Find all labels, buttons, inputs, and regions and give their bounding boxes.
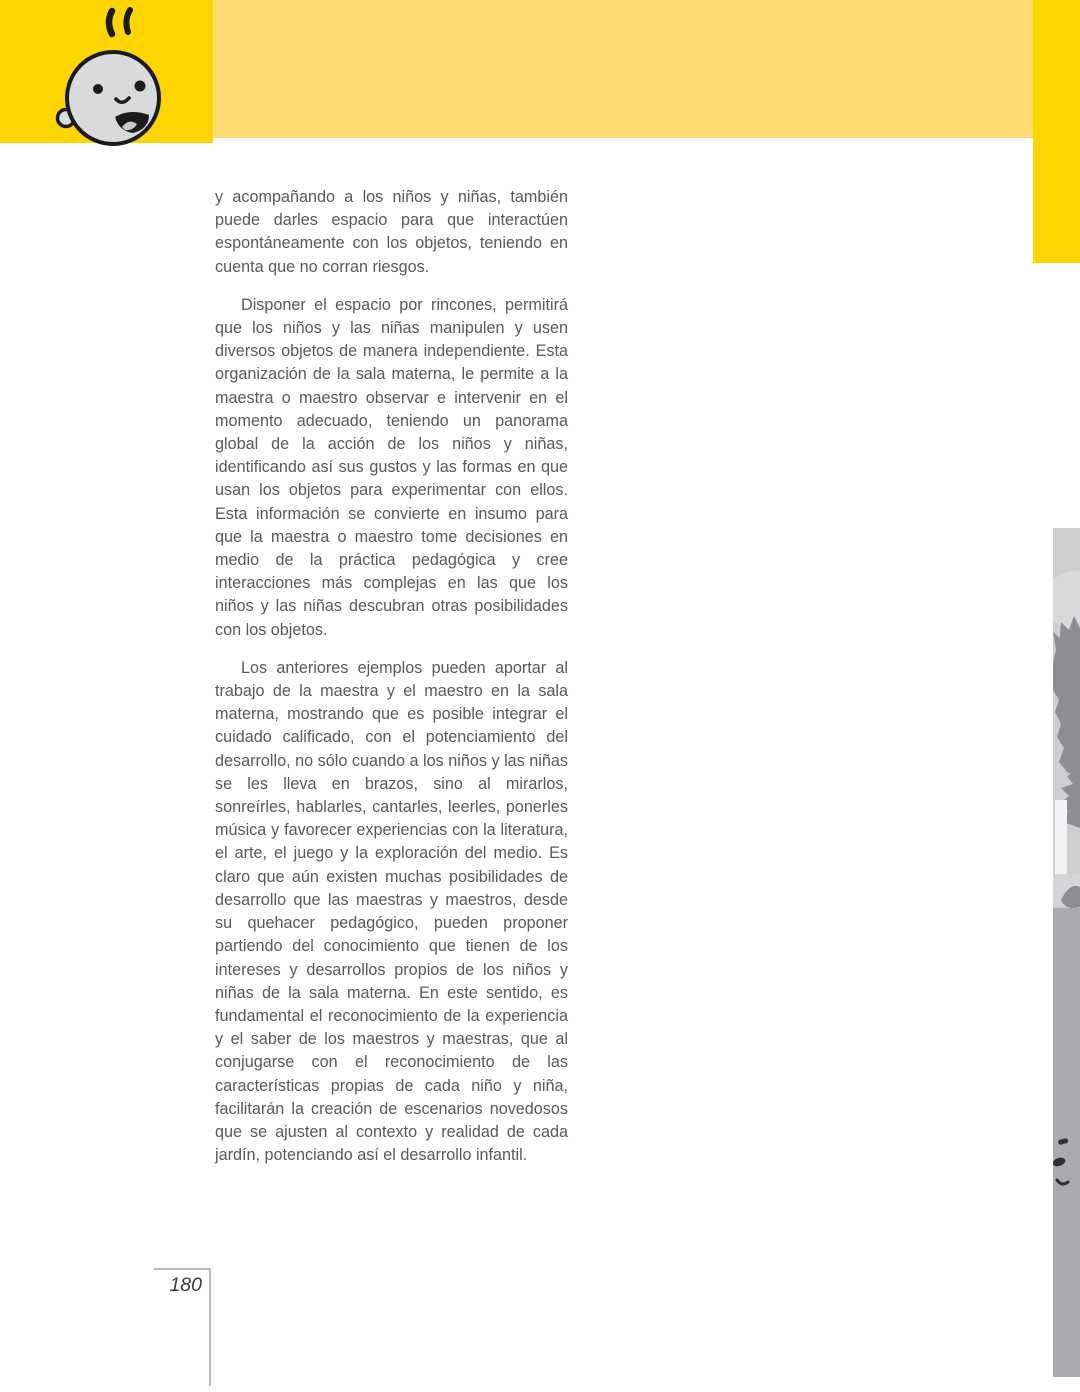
paragraph-2: Disponer el espacio por rincones, permitirá que los niños y las niñas manipulen y usen diversos objetos de manera independiente. Esta organización de la sala materna, le permite a la maestra o maestro observar e intervenir en el momento adecuado, teniendo un panorama global de la acción de los niños y niñas, identificando así sus gustos y las formas en que usan los objetos para experimentar con ellos. Esta información se convierte en insumo para que la maestra o maestro tome decisiones en medio de la práctica pedagógica y cree interacciones más complejas en las que los niños y las niñas descubran otras posibilidades con los objetos. xyxy=(215,295,568,639)
page-number: 180 xyxy=(169,1274,202,1296)
header-band xyxy=(213,0,1033,138)
paragraph-3: Los anteriores ejemplos pueden aportar al trabajo de la maestra y el maestro en la sala materna, mostrando que es posible integrar el cuidado calificado, con el potenciamiento del desarrollo, no sólo cuando a los niños y las niñas se les lleva en brazos, sino al mirarlos, sonreírles, hablarles, cantarles, leerles, ponerles música y favorecer experiencias con la literatura, el arte, el juego y la exploración del medio. Es claro que aún existen muchas posibilidades de desarrollo que las maestras y maestros, desde su quehacer pedagógico, pueden proponer partiendo del conocimiento que tienen de los intereses y desarrollos propios de los niños y niñas de la sala materna. En este sentido, es fundamental el reconocimiento de la experiencia y el saber de los maestros y maestras, que al conjugarse con el reconocimiento de las características propias de cada niño y niña, facilitarán la creación de escenarios novedosos que se ajusten al contexto y realidad de cada jardín, potenciando así el desarrollo infantil. xyxy=(215,658,568,1165)
baby-face-icon xyxy=(50,6,172,146)
folio-rule-horizontal xyxy=(154,1268,211,1270)
paragraph-1: y acompañando a los niños y niñas, también puede darles espacio para que interactúen espontáneamente con los objetos, teniendo en cuenta que no corran riesgos. xyxy=(215,188,568,276)
body-text-column xyxy=(215,186,568,1182)
folio-rule-vertical xyxy=(209,1268,211,1386)
corner-accent-strip xyxy=(1033,0,1080,263)
page-edge-illustration xyxy=(1053,528,1080,1377)
logo-square xyxy=(0,0,213,143)
